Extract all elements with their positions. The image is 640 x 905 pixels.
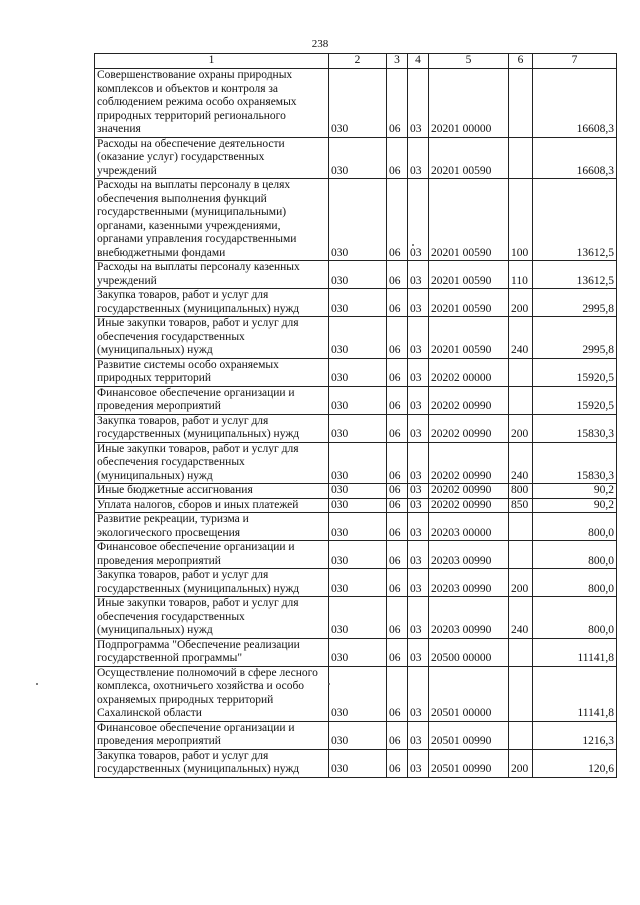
table-row xyxy=(95,414,617,442)
row-subsection-cell: 03 xyxy=(408,442,429,484)
row-code-gv-cell: 030 xyxy=(329,666,387,721)
row-target-article-cell: 20202 00990 xyxy=(429,414,509,442)
row-name-cell: Расходы на выплаты персоналу казенных учреждений xyxy=(95,261,329,289)
row-subsection-cell: 03 xyxy=(408,358,429,386)
table-row xyxy=(95,442,617,484)
row-amount-cell: 15920,5 xyxy=(533,386,617,414)
scan-speck xyxy=(412,244,414,246)
row-target-article-cell: 20203 00990 xyxy=(429,541,509,569)
row-subsection-cell: 03 xyxy=(408,541,429,569)
row-target-article-cell: 20202 00990 xyxy=(429,498,509,513)
row-section-cell: 06 xyxy=(387,358,408,386)
row-section-cell: 06 xyxy=(387,569,408,597)
table-row xyxy=(95,317,617,359)
row-expense-type-cell xyxy=(509,541,533,569)
column-header: 7 xyxy=(533,54,617,69)
row-amount-cell: 16608,3 xyxy=(533,137,617,179)
row-name-cell: Иные закупки товаров, работ и услуг для обеспечения государственных (муниципальных) нужд xyxy=(95,442,329,484)
row-name-cell: Развитие рекреации, туризма и экологического просвещения xyxy=(95,513,329,541)
row-expense-type-cell xyxy=(509,69,533,138)
row-subsection-cell: 03 xyxy=(408,597,429,639)
row-target-article-cell: 20501 00990 xyxy=(429,749,509,777)
row-expense-type-cell: 240 xyxy=(509,597,533,639)
row-amount-cell: 90,2 xyxy=(533,498,617,513)
row-target-article-cell: 20202 00990 xyxy=(429,442,509,484)
row-section-cell: 06 xyxy=(387,484,408,499)
row-name-cell: Расходы на выплаты персоналу в целях обеспечения выполнения функций государственными (муниципальными) органами, казенными учреждениями, органами управления государственными внебюджетными фондами xyxy=(95,179,329,261)
row-amount-cell: 800,0 xyxy=(533,597,617,639)
row-name-cell: Подпрограмма "Обеспечение реализации государственной программы" xyxy=(95,638,329,666)
row-amount-cell: 15920,5 xyxy=(533,358,617,386)
table-row xyxy=(95,541,617,569)
row-code-gv-cell: 030 xyxy=(329,513,387,541)
row-name-cell: Финансовое обеспечение организации и проведения мероприятий xyxy=(95,721,329,749)
row-section-cell: 06 xyxy=(387,749,408,777)
row-section-cell: 06 xyxy=(387,289,408,317)
row-section-cell: 06 xyxy=(387,597,408,639)
row-target-article-cell: 20203 00990 xyxy=(429,597,509,639)
table-row xyxy=(95,137,617,179)
table-row xyxy=(95,179,617,261)
row-target-article-cell: 20201 00590 xyxy=(429,289,509,317)
table-row xyxy=(95,69,617,138)
row-amount-cell: 800,0 xyxy=(533,541,617,569)
row-target-article-cell: 20203 00990 xyxy=(429,569,509,597)
row-target-article-cell: 20201 00590 xyxy=(429,137,509,179)
row-expense-type-cell xyxy=(509,721,533,749)
row-code-gv-cell: 030 xyxy=(329,289,387,317)
row-code-gv-cell: 030 xyxy=(329,442,387,484)
row-name-cell: Осуществление полномочий в сфере лесного комплекса, охотничьего хозяйства и особо охраняемых природных территорий Сахалинской области xyxy=(95,666,329,721)
row-subsection-cell: 03 xyxy=(408,666,429,721)
table-row xyxy=(95,289,617,317)
row-amount-cell: 15830,3 xyxy=(533,442,617,484)
row-section-cell: 06 xyxy=(387,442,408,484)
table-row xyxy=(95,484,617,499)
row-expense-type-cell: 100 xyxy=(509,179,533,261)
row-amount-cell: 2995,8 xyxy=(533,289,617,317)
row-expense-type-cell: 850 xyxy=(509,498,533,513)
row-section-cell: 06 xyxy=(387,513,408,541)
row-code-gv-cell: 030 xyxy=(329,749,387,777)
row-amount-cell: 800,0 xyxy=(533,569,617,597)
row-expense-type-cell: 200 xyxy=(509,749,533,777)
row-code-gv-cell: 030 xyxy=(329,137,387,179)
row-amount-cell: 1216,3 xyxy=(533,721,617,749)
row-target-article-cell: 20201 00590 xyxy=(429,317,509,359)
row-amount-cell: 11141,8 xyxy=(533,666,617,721)
row-name-cell: Уплата налогов, сборов и иных платежей xyxy=(95,498,329,513)
row-section-cell: 06 xyxy=(387,541,408,569)
row-code-gv-cell: 030 xyxy=(329,569,387,597)
row-subsection-cell: 03 xyxy=(408,386,429,414)
column-header: 2 xyxy=(329,54,387,69)
row-target-article-cell: 20202 00990 xyxy=(429,484,509,499)
row-expense-type-cell xyxy=(509,666,533,721)
row-subsection-cell: 03 xyxy=(408,638,429,666)
row-section-cell: 06 xyxy=(387,386,408,414)
table-row xyxy=(95,666,617,721)
row-target-article-cell: 20203 00000 xyxy=(429,513,509,541)
table-row xyxy=(95,498,617,513)
row-name-cell: Закупка товаров, работ и услуг для государственных (муниципальных) нужд xyxy=(95,289,329,317)
row-amount-cell: 11141,8 xyxy=(533,638,617,666)
row-expense-type-cell: 200 xyxy=(509,414,533,442)
row-name-cell: Иные бюджетные ассигнования xyxy=(95,484,329,499)
row-subsection-cell: 03 xyxy=(408,414,429,442)
budget-table xyxy=(94,53,617,778)
row-subsection-cell: 03 xyxy=(408,498,429,513)
row-expense-type-cell: 240 xyxy=(509,442,533,484)
row-expense-type-cell xyxy=(509,137,533,179)
row-subsection-cell: 03 xyxy=(408,749,429,777)
row-subsection-cell: 03 xyxy=(408,721,429,749)
row-expense-type-cell: 110 xyxy=(509,261,533,289)
row-expense-type-cell: 240 xyxy=(509,317,533,359)
row-section-cell: 06 xyxy=(387,638,408,666)
row-expense-type-cell xyxy=(509,358,533,386)
row-name-cell: Закупка товаров, работ и услуг для государственных (муниципальных) нужд xyxy=(95,414,329,442)
row-expense-type-cell xyxy=(509,638,533,666)
row-code-gv-cell: 030 xyxy=(329,484,387,499)
table-row xyxy=(95,513,617,541)
row-name-cell: Развитие системы особо охраняемых природных территорий xyxy=(95,358,329,386)
page-number: 238 xyxy=(311,38,329,50)
table-row xyxy=(95,638,617,666)
row-expense-type-cell: 800 xyxy=(509,484,533,499)
row-subsection-cell: 03 xyxy=(408,289,429,317)
row-name-cell: Закупка товаров, работ и услуг для государственных (муниципальных) нужд xyxy=(95,569,329,597)
table-row xyxy=(95,597,617,639)
row-name-cell: Финансовое обеспечение организации и проведения мероприятий xyxy=(95,386,329,414)
table-row xyxy=(95,749,617,777)
row-target-article-cell: 20202 00990 xyxy=(429,386,509,414)
column-header: 3 xyxy=(387,54,408,69)
row-section-cell: 06 xyxy=(387,721,408,749)
row-code-gv-cell: 030 xyxy=(329,597,387,639)
row-expense-type-cell: 200 xyxy=(509,289,533,317)
row-subsection-cell: 03 xyxy=(408,69,429,138)
column-header: 5 xyxy=(429,54,509,69)
row-target-article-cell: 20501 00990 xyxy=(429,721,509,749)
table-row xyxy=(95,569,617,597)
row-subsection-cell: 03 xyxy=(408,261,429,289)
row-amount-cell: 13612,5 xyxy=(533,261,617,289)
row-target-article-cell: 20501 00000 xyxy=(429,666,509,721)
row-name-cell: Иные закупки товаров, работ и услуг для обеспечения государственных (муниципальных) нужд xyxy=(95,317,329,359)
row-name-cell: Иные закупки товаров, работ и услуг для обеспечения государственных (муниципальных) нужд xyxy=(95,597,329,639)
row-subsection-cell: 03 xyxy=(408,513,429,541)
row-code-gv-cell: 030 xyxy=(329,498,387,513)
row-subsection-cell: 03 xyxy=(408,317,429,359)
row-amount-cell: 16608,3 xyxy=(533,69,617,138)
row-name-cell: Расходы на обеспечение деятельности (оказание услуг) государственных учреждений xyxy=(95,137,329,179)
row-section-cell: 06 xyxy=(387,498,408,513)
row-section-cell: 06 xyxy=(387,317,408,359)
row-code-gv-cell: 030 xyxy=(329,414,387,442)
row-code-gv-cell: 030 xyxy=(329,638,387,666)
table-row xyxy=(95,721,617,749)
scan-speck xyxy=(36,683,38,685)
row-amount-cell: 15830,3 xyxy=(533,414,617,442)
row-section-cell: 06 xyxy=(387,179,408,261)
row-expense-type-cell xyxy=(509,513,533,541)
row-name-cell: Совершенствование охраны природных комплексов и объектов и контроля за соблюдением режима особо охраняемых природных территорий регионального значения xyxy=(95,69,329,138)
row-amount-cell: 120,6 xyxy=(533,749,617,777)
row-target-article-cell: 20500 00000 xyxy=(429,638,509,666)
row-subsection-cell: 03 xyxy=(408,569,429,597)
row-expense-type-cell: 200 xyxy=(509,569,533,597)
scan-speck xyxy=(328,683,330,685)
row-code-gv-cell: 030 xyxy=(329,179,387,261)
row-section-cell: 06 xyxy=(387,137,408,179)
table-row xyxy=(95,386,617,414)
row-target-article-cell: 20201 00590 xyxy=(429,179,509,261)
row-amount-cell: 13612,5 xyxy=(533,179,617,261)
column-header: 4 xyxy=(408,54,429,69)
row-subsection-cell: 03 xyxy=(408,137,429,179)
row-code-gv-cell: 030 xyxy=(329,317,387,359)
row-section-cell: 06 xyxy=(387,414,408,442)
row-name-cell: Закупка товаров, работ и услуг для государственных (муниципальных) нужд xyxy=(95,749,329,777)
row-code-gv-cell: 030 xyxy=(329,261,387,289)
column-header: 1 xyxy=(95,54,329,69)
row-expense-type-cell xyxy=(509,386,533,414)
table-row xyxy=(95,358,617,386)
row-code-gv-cell: 030 xyxy=(329,541,387,569)
row-code-gv-cell: 030 xyxy=(329,721,387,749)
row-section-cell: 06 xyxy=(387,69,408,138)
row-target-article-cell: 20201 00000 xyxy=(429,69,509,138)
row-code-gv-cell: 030 xyxy=(329,386,387,414)
header-row xyxy=(95,54,617,69)
row-subsection-cell: 03 xyxy=(408,484,429,499)
row-section-cell: 06 xyxy=(387,666,408,721)
table-row xyxy=(95,261,617,289)
row-subsection-cell: 03 xyxy=(408,179,429,261)
row-code-gv-cell: 030 xyxy=(329,69,387,138)
row-amount-cell: 90,2 xyxy=(533,484,617,499)
row-section-cell: 06 xyxy=(387,261,408,289)
column-header: 6 xyxy=(509,54,533,69)
row-amount-cell: 800,0 xyxy=(533,513,617,541)
row-name-cell: Финансовое обеспечение организации и проведения мероприятий xyxy=(95,541,329,569)
row-target-article-cell: 20202 00000 xyxy=(429,358,509,386)
row-target-article-cell: 20201 00590 xyxy=(429,261,509,289)
row-amount-cell: 2995,8 xyxy=(533,317,617,359)
row-code-gv-cell: 030 xyxy=(329,358,387,386)
